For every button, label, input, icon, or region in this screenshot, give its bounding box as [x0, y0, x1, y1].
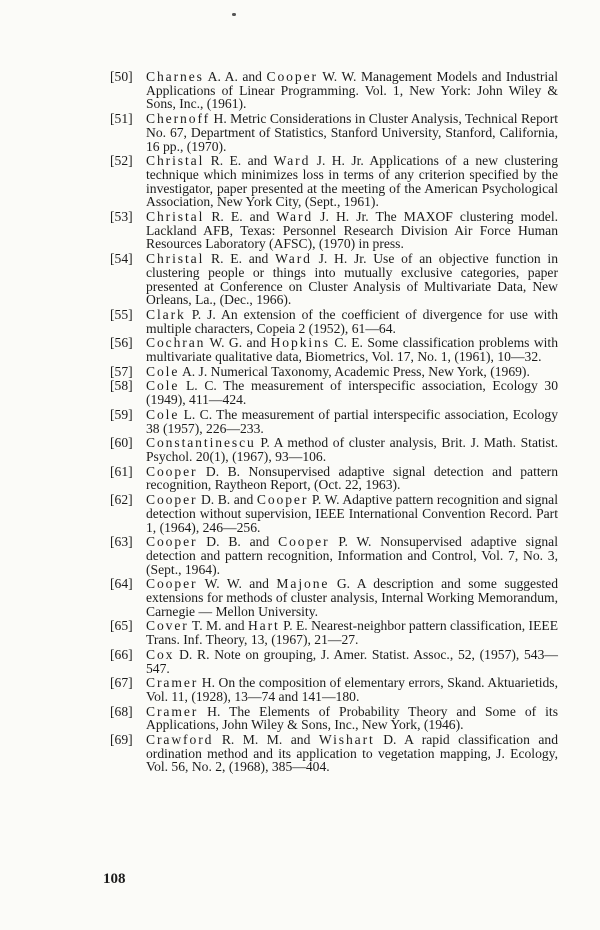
citation-text: L. C. The measurement of partial interspecific association, Ecology 38 (1957), 226—233.: [146, 406, 558, 436]
reference-number: [54]: [110, 251, 133, 267]
reference-item: [110, 535, 558, 576]
reference-number: [61]: [110, 463, 133, 479]
citation-text: D. B. and: [197, 534, 279, 550]
author-name: Cooper: [146, 463, 198, 479]
citation-text: W. W. and: [197, 576, 277, 592]
reference-text: [146, 705, 558, 732]
citation-text: R. M. M. and: [213, 732, 319, 748]
reference-item: [110, 112, 558, 153]
reference-text: [146, 252, 558, 307]
reference-number: [55]: [110, 306, 133, 322]
author-name: Chernoff: [146, 111, 211, 127]
author-name: Clark: [146, 306, 186, 322]
citation-text: A. A. and: [203, 69, 267, 84]
citation-text: A. J. Numerical Taxonomy, Academic Press, New York, (1969).: [179, 363, 530, 379]
citation-text: C. E. Some classification problems with multivariate qualitative data, Biometrics, Vol. 17, No. 1, (1961), 10—32.: [146, 335, 558, 365]
citation-text: P. J. An extension of the coefficient of divergence for use with multiple characters, Copeia 2 (1952), 61—64.: [146, 306, 558, 336]
reference-item: [110, 336, 558, 363]
reference-text: [146, 465, 558, 492]
reference-text: [146, 408, 558, 435]
reference-number: [66]: [110, 646, 133, 662]
author-name: Cochran: [146, 335, 206, 351]
author-name: Cooper: [146, 492, 198, 508]
reference-text: [146, 365, 558, 379]
reference-number: [56]: [110, 335, 133, 351]
author-name: Cooper: [146, 534, 198, 550]
reference-number: [52]: [110, 153, 133, 169]
citation-text: R. E. and: [204, 153, 274, 169]
reference-item: [110, 379, 558, 406]
citation-text: G. A description and some suggested extensions for methods of cluster analysis, Internal Working Memorandum, Carnegie — Mellon University.: [146, 576, 558, 619]
citation-text: W. G. and: [205, 335, 271, 351]
citation-text: P. W. Nonsupervised adaptive signal detection and pattern recognition, Information and Control, Vol. 7, No. 3, (Sept., 1964).: [146, 534, 558, 577]
reference-text: [146, 493, 558, 534]
reference-number: [64]: [110, 576, 133, 592]
reference-number: [69]: [110, 732, 133, 748]
reference-text: [146, 733, 558, 774]
reference-item: [110, 733, 558, 774]
author-name: Ward: [275, 251, 312, 267]
reference-text: [146, 379, 558, 406]
author-name: Cole: [146, 378, 180, 394]
reference-number: [58]: [110, 378, 133, 394]
reference-number: [51]: [110, 111, 133, 127]
reference-item: [110, 252, 558, 307]
author-name: Cover: [146, 618, 189, 634]
reference-text: [146, 436, 558, 463]
citation-text: H. On the composition of elementary errors, Skand. Aktuarietids, Vol. 11, (1928), 13—74 and 141—180.: [146, 675, 558, 704]
reference-item: [110, 465, 558, 492]
reference-text: [146, 535, 558, 576]
reference-item: [110, 210, 558, 251]
author-name: Cooper: [256, 492, 309, 508]
citation-text: J. H. Jr. Use of an objective function in clustering people or things into mutually exclusive categories, paper presented at Conference on Cluster Analysis of Multivariate Data, New Orleans, La., (Dec., 1966).: [146, 251, 558, 308]
reference-number: [67]: [110, 675, 133, 691]
reference-text: [146, 70, 558, 111]
author-name: Christal: [146, 251, 205, 267]
author-name: Cooper: [278, 534, 330, 550]
reference-list: [110, 70, 558, 775]
reference-item: [110, 676, 558, 703]
author-name: Cramer: [146, 675, 199, 691]
reference-number: [62]: [110, 492, 133, 508]
author-name: Constantinescu: [146, 435, 256, 451]
citation-text: P. A method of cluster analysis, Brit. J. Math. Statist. Psychol. 20(1), (1967), 93—106.: [146, 435, 558, 464]
reference-text: [146, 308, 558, 335]
reference-item: [110, 154, 558, 209]
reference-item: [110, 365, 558, 379]
author-name: Cooper: [266, 69, 318, 84]
reference-number: [60]: [110, 435, 133, 451]
author-name: Ward: [273, 153, 311, 169]
author-name: Crawford: [146, 732, 214, 748]
reference-text: [146, 210, 558, 251]
reference-item: [110, 436, 558, 463]
reference-text: [146, 676, 558, 703]
author-name: Hart: [247, 618, 280, 634]
reference-number: [59]: [110, 406, 133, 422]
citation-text: T. M. and: [188, 618, 248, 634]
author-name: Ward: [276, 209, 314, 225]
citation-text: P. W. Adaptive pattern recognition and signal detection without supervision, IEEE International Convention Record. Part 1, (1964), 246—256.: [146, 492, 558, 535]
reference-item: [110, 648, 558, 675]
reference-item: [110, 493, 558, 534]
author-name: Cole: [146, 406, 180, 422]
author-name: Christal: [146, 209, 205, 225]
citation-text: L. C. The measurement of interspecific association, Ecology 30 (1949), 411—424.: [146, 378, 558, 408]
author-name: Charnes: [146, 69, 204, 84]
reference-text: [146, 648, 558, 675]
reference-number: [53]: [110, 209, 133, 225]
author-name: Christal: [146, 153, 205, 169]
reference-item: [110, 70, 558, 111]
reference-number: [50]: [110, 69, 133, 84]
author-name: Wishart: [318, 732, 375, 748]
reference-item: [110, 577, 558, 618]
reference-item: [110, 408, 558, 435]
reference-number: [57]: [110, 363, 133, 379]
citation-text: J. H. Jr. Applications of a new clustering technique which minimizes loss in terms of any criterion specified by the investigator, paper presented at the meeting of the American Psychological Association, New York City, (Sept., 1961).: [146, 153, 558, 210]
citation-text: R. E. and: [204, 251, 276, 267]
citation-text: D. R. Note on grouping, J. Amer. Statist. Assoc., 52, (1957), 543—547.: [146, 646, 558, 676]
citation-text: P. E. Nearest-neighbor pattern classification, IEEE Trans. Inf. Theory, 13, (1967), 21—27.: [146, 618, 558, 648]
author-name: Cox: [146, 646, 175, 662]
citation-text: R. E. and: [204, 209, 277, 225]
author-name: Hopkins: [270, 335, 330, 351]
reference-number: [68]: [110, 703, 133, 719]
print-speck: [232, 13, 236, 16]
reference-text: [146, 619, 558, 646]
reference-item: [110, 619, 558, 646]
reference-text: [146, 577, 558, 618]
citation-text: J. H. Jr. The MAXOF clustering model. Lackland AFB, Texas: Personnel Research Division Air Force Human Resources Laboratory (AFSC), (1970) in press.: [146, 209, 558, 252]
author-name: Cooper: [146, 576, 198, 592]
citation-text: D. B. Nonsupervised adaptive signal detection and pattern recognition, Raytheon Report, (Oct. 22, 1963).: [146, 463, 558, 493]
author-name: Cole: [146, 363, 180, 379]
reference-number: [65]: [110, 618, 133, 634]
citation-text: H. Metric Considerations in Cluster Analysis, Technical Report No. 67, Department of Statistics, Stanford University, Stanford, California, 16 pp., (1970).: [146, 111, 558, 154]
reference-number: [63]: [110, 534, 133, 550]
citation-text: W. W. Management Models and Industrial Applications of Linear Programming. Vol. 1, New York: John Wiley & Sons, Inc., (1961).: [146, 69, 558, 112]
citation-text: D. B. and: [197, 492, 257, 508]
page-number: 108: [103, 871, 126, 887]
author-name: Cramer: [146, 703, 199, 719]
reference-item: [110, 705, 558, 732]
citation-text: D. A rapid classification and ordination method and its application to vegetation mapping, J. Ecology, Vol. 56, No. 2, (1968), 385—404.: [146, 732, 558, 775]
reference-text: [146, 154, 558, 209]
reference-text: [146, 336, 558, 363]
citation-text: H. The Elements of Probability Theory and Some of its Applications, John Wiley & Sons, Inc., New York, (1946).: [146, 703, 558, 733]
author-name: Majone: [276, 576, 330, 592]
reference-text: [146, 112, 558, 153]
reference-item: [110, 308, 558, 335]
